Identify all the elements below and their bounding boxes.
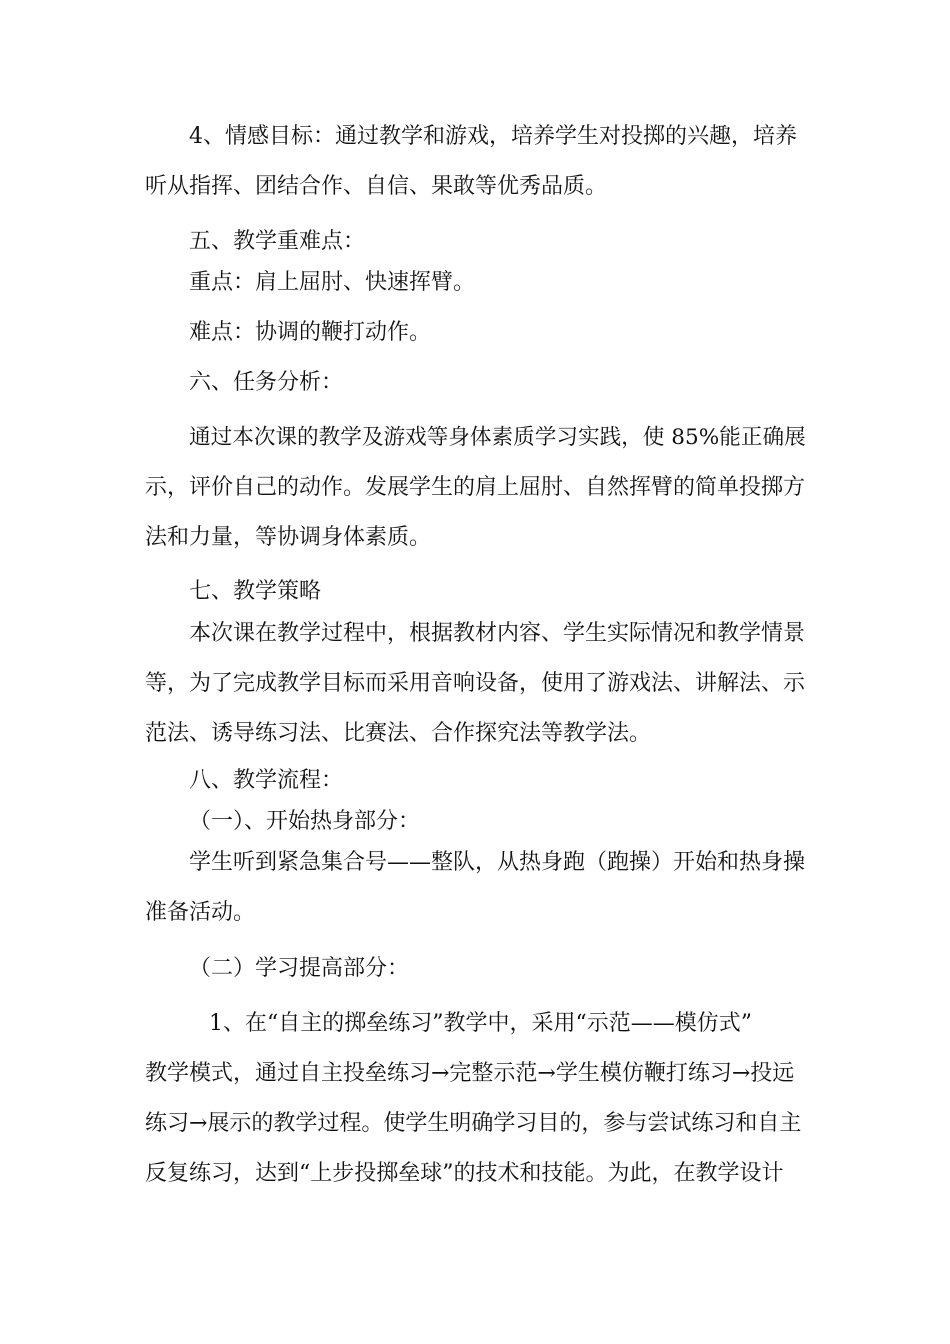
paragraph-line: 本次课在教学过程中，根据教材内容、学生实际情况和教学情景: [189, 621, 806, 646]
paragraph-line: 听从指挥、团结合作、自信、果敢等优秀品质。: [145, 174, 608, 199]
paragraph-line: 难点：协调的鞭打动作。: [189, 320, 432, 345]
paragraph-line: 重点：肩上屈肘、快速挥臂。: [189, 270, 476, 295]
paragraph-line: 准备活动。: [145, 900, 256, 925]
paragraph-line: 范法、诱导练习法、比赛法、合作探究法等教学法。: [145, 721, 652, 746]
paragraph-line: 示，评价自己的动作。发展学生的肩上屈肘、自然挥臂的简单投掷方: [145, 475, 806, 500]
paragraph-line: 练习→展示的教学过程。使学生明确学习目的，参与尝试练习和自主: [145, 1111, 802, 1136]
paragraph-line: 等，为了完成教学目标而采用音响设备，使用了游戏法、讲解法、示: [145, 671, 806, 696]
subsection-heading: （一）、开始热身部分：: [189, 809, 421, 834]
paragraph-line: 反复练习，达到“上步投掷垒球”的技术和技能。为此，在教学设计: [145, 1161, 784, 1186]
subsection-heading: （二）学习提高部分：: [189, 956, 410, 981]
section-heading: 六、任务分析：: [189, 370, 344, 395]
section-heading: 八、教学流程：: [189, 768, 344, 793]
paragraph-line: 学生听到紧急集合号——整队，从热身跑（跑操）开始和热身操: [189, 850, 806, 875]
paragraph-line: 法和力量，等协调身体素质。: [145, 525, 432, 550]
section-heading: 五、教学重难点：: [189, 229, 366, 254]
paragraph-line: 1、在“自主的掷垒练习”教学中，采用“示范——模仿式”: [209, 1011, 752, 1036]
paragraph-line: 通过本次课的教学及游戏等身体素质学习实践，使 85%能正确展: [189, 425, 806, 450]
section-heading: 七、教学策略: [189, 579, 322, 604]
paragraph-line: 教学模式，通过自主投垒练习→完整示范→学生模仿鞭打练习→投远: [145, 1061, 795, 1086]
paragraph-line: 4、情感目标：通过教学和游戏，培养学生对投掷的兴趣，培养: [189, 124, 797, 149]
